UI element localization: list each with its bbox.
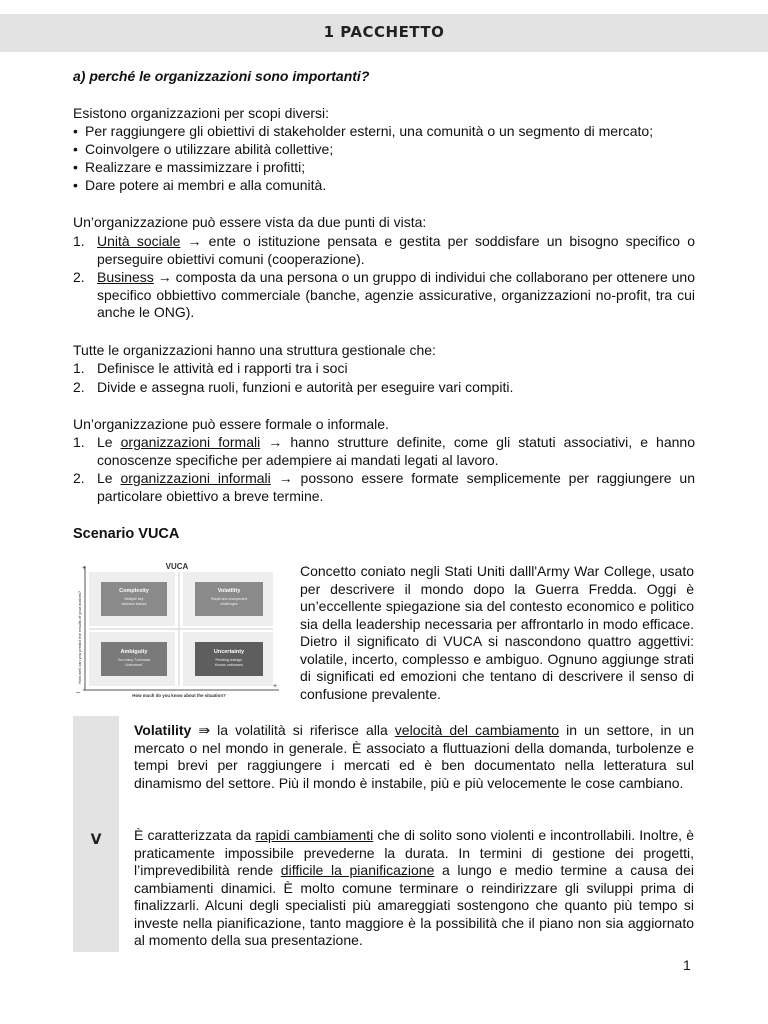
x-axis-label: How much do you know about the situation? <box>132 693 226 698</box>
list-item: • Dare potere ai membri e alla comunità. <box>73 177 327 193</box>
term-volatility: Volatility <box>134 722 192 738</box>
list-item: 1. Definisce le attività ed i rapporti tra i soci <box>73 360 348 376</box>
svg-text:Complexity: Complexity <box>119 588 149 594</box>
volatility-paragraph-1: Volatility ⇛ la volatilità si riferisce alla velocità del cambiamento in un settore, in un mercato o nel mondo in generale. È associato a fluttuazioni della domanda, turbolenze e tempi brevi per raggiungere i mercati ed è ben documentato nella letteratura sul dinamismo del settore. Più il mondo è instabile, più e più velocemente le cose cambiano. <box>134 722 694 791</box>
list-item: 1. Le organizzazioni formali → hanno strutture definite, come gli statuti associativi, e hanno conoscenze specifiche per adempiere ai mandati legati al lavoro. <box>73 434 695 468</box>
vuca-matrix-figure <box>73 556 281 698</box>
list-item: 2. Business → composta da una persona o un gruppo di individui che collaborano per ottenere uno specifico obbiettivo commerciale (banche, agenzie assicurative, organizzazioni no-profit, tra cui anche le ONG). <box>73 269 695 320</box>
axis-plus-x: + <box>273 683 278 690</box>
list-item: • Per raggiungere gli obiettivi di stakeholder esterni, una comunità o un segmento di mercato; <box>73 123 654 139</box>
list-item: • Coinvolgere o utilizzare abilità collettive; <box>73 141 334 157</box>
svg-text:Uncertainty: Uncertainty <box>213 649 245 655</box>
list-item: • Realizzare e massimizzare i profitti; <box>73 159 306 175</box>
formal-intro: Un’organizzazione può essere formale o informale. <box>73 416 389 432</box>
list-item: 2. Le organizzazioni informali → possono essere formate semplicemente per raggiungere un particolare obiettivo a breve termine. <box>73 470 695 504</box>
term-organizzazioni-informali: organizzazioni informali <box>120 470 271 486</box>
svg-text:Volatility: Volatility <box>217 588 241 594</box>
svg-text:Multiple key: Multiple key <box>124 597 144 601</box>
volatility-paragraph-2: È caratterizzata da rapidi cambiamenti che di solito sono violenti e incontrollabili. Inoltre, è praticamente impossibile prevederne la durata. In termini di gestione dei progetti, l’imprevedibilità rende difficile la pianificazione a lungo e medio termine a causa dei cambiamenti dinamici. È molto comune terminare o reindirizzare gli sviluppi prima di finalizzarli. Alcuni degli specialisti più amareggiati sostengono che quanto più tempo si investe nella pianificazione, tanto maggiore è la possibilità che il piano non sia aggiornato al momento della sua presentazione. <box>134 827 694 948</box>
svg-text:Rapid and unexpected: Rapid and unexpected <box>211 597 247 601</box>
y-axis-label: How well can you predict the results of your actions? <box>77 590 82 684</box>
axis-minus: – <box>76 689 80 696</box>
svg-text:Pending change;: Pending change; <box>215 658 243 662</box>
svg-text:Known unknowns: Known unknowns <box>214 663 244 667</box>
list-item: 2. Divide e assegna ruoli, funzioni e autorità per eseguire vari compiti. <box>73 379 514 395</box>
svg-text:decision factors: decision factors <box>121 602 147 606</box>
svg-text:Ambiguity: Ambiguity <box>120 649 148 655</box>
term-organizzazioni-formali: organizzazioni formali <box>120 434 261 450</box>
structure-intro: Tutte le organizzazioni hanno una struttura gestionale che: <box>73 342 436 358</box>
svg-text:Unknowns": Unknowns" <box>124 663 144 667</box>
page-header <box>0 14 768 52</box>
header-title: 1 PACCHETTO <box>323 23 445 41</box>
letter-box <box>73 716 119 952</box>
svg-text:challenges: challenges <box>220 602 238 606</box>
vuca-figure-title: VUCA <box>165 562 189 571</box>
list-item: 1. Unità sociale → ente o istituzione pensata e gestita per soddisfare un bisogno specifico o perseguire obiettivi comuni (cooperazione). <box>73 233 696 267</box>
svg-text:Too many "Unknown: Too many "Unknown <box>117 658 151 662</box>
page-number: 1 <box>683 957 691 973</box>
views-intro: Un’organizzazione può essere vista da due punti di vista: <box>73 214 427 230</box>
vuca-heading: Scenario VUCA <box>73 526 180 542</box>
purposes-intro: Esistono organizzazioni per scopi diversi: <box>73 105 330 121</box>
term-business: Business <box>97 269 154 285</box>
question-heading: a) perché le organizzazioni sono importanti? <box>73 68 370 84</box>
term-unita-sociale: Unità sociale <box>97 233 181 249</box>
vuca-description: Concetto coniato negli Stati Uniti dalll'Army War College, usato per descrivere il mondo dopo la Guerra Fredda. Oggi è un’eccellente spiegazione sia del contesto economico e politico sia della leadership necessaria per affrontarlo in modo efficace. Dietro il significato di VUCA si nascondono quattro aggettivi: volatile, incerto, complesso e ambiguo. Ognuno aggiunge strati di significati ed emozioni che tentano di descrivere il senso di confusione prevalente. <box>300 563 694 702</box>
axis-plus-y: + <box>82 565 87 572</box>
letter-v: V <box>90 832 102 848</box>
